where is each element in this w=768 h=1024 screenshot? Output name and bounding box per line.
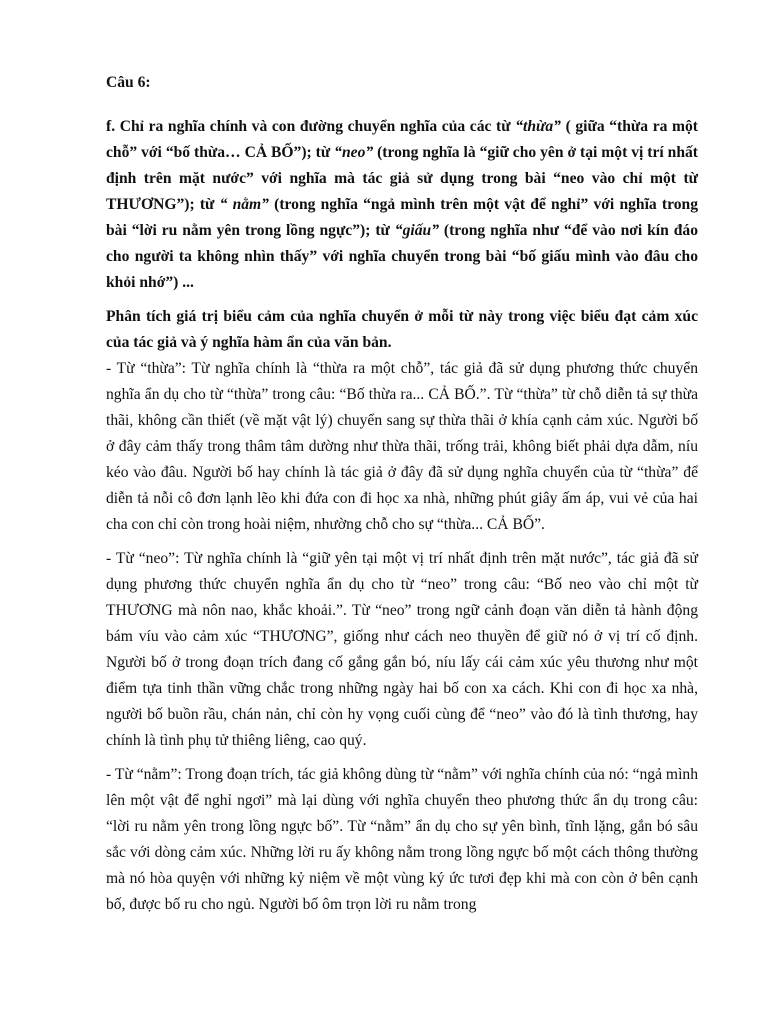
paragraph-neo: - Từ “neo”: Từ nghĩa chính là “giữ yên tại một vị trí nhất định trên mặt nước”, tác giả đã sử dụng phương thức chuyển nghĩa ẩn dụ cho từ “neo” trong câu: “Bố neo vào chỉ một từ THƯƠNG mà nôn nao, khắc khoải.”. Từ “neo” trong ngữ cảnh đoạn văn diễn tả hành động bám víu vào cảm xúc “THƯƠNG”, giống như cách neo thuyền để giữ nó ở vị trí cố định. Người bố ở trong đoạn trích đang cố gắng gắn bó, níu lấy cái cảm xúc yêu thương như một điểm tựa tinh thần vững chắc trong những ngày hai bố con xa cách. Khi con đi học xa nhà, người bố buồn rầu, chán nản, chỉ còn hy vọng cuối cùng để “neo” vào đó là tình thương, hay chính là tình phụ tử thiêng liêng, cao quý. [106, 550, 698, 749]
intro-text: (trong nghĩa là “giữ cho yên ở tại một vị trí nhất định trên mặt nước” với nghĩa mà tác giả sử dụng trong bài “neo vào chỉ một từ THƯƠNG”); từ [106, 144, 698, 213]
question-intro [106, 114, 698, 296]
keyword-thua: “thừa” [515, 118, 561, 135]
document-body [106, 70, 698, 918]
intro-text: (trong nghĩa “ngả mình trên một vật để nghỉ” với nghĩa trong bài “lời ru nằm yên trong lồng ngực”); từ [106, 196, 699, 239]
keyword-nam: “ nằm” [219, 196, 269, 213]
analysis-heading: Phân tích giá trị biểu cảm của nghĩa chuyển ở mỗi từ này trong việc biểu đạt cảm xúc của tác giả và ý nghĩa hàm ẩn của văn bản. [106, 308, 698, 351]
paragraph-thua: - Từ “thừa”: Từ nghĩa chính là “thừa ra một chỗ”, tác giả đã sử dụng phương thức chuyển nghĩa ẩn dụ cho từ “thừa” trong câu: “Bố thừa ra... CẢ BỐ.”. Từ “thừa” từ chỗ diễn tả sự thừa thãi, không cần thiết (về mặt vật lý) chuyển sang sự thừa thãi ở khía cạnh cảm xúc. Người bố ở đây cảm thấy trong thâm tâm dường như thừa thãi, trống trải, không biết phải dựa dẫm, níu kéo vào đâu. Người bố hay chính là tác giả ở đây đã sử dụng nghĩa chuyển của từ “thừa” để diễn tả nỗi cô đơn lạnh lẽo khi đứa con đi học xa nhà, những phút giây ấm áp, vui vẻ của hai cha con chỉ còn trong hoài niệm, nhường chỗ cho sự “thừa... CẢ BỐ”. [106, 360, 698, 533]
question-heading: Câu 6: [106, 74, 151, 91]
paragraph-nam: - Từ “nằm”: Trong đoạn trích, tác giả không dùng từ “nằm” với nghĩa chính của nó: “ngả mình lên một vật để nghỉ ngơi” mà lại dùng với nghĩa chuyển theo phương thức ẩn dụ trong câu: “lời ru nằm yên trong lồng ngực bố”. Từ “nằm” ẩn dụ cho sự yên bình, tĩnh lặng, gắn bó sâu sắc với dòng cảm xúc. Những lời ru ấy không nằm trong lồng ngực bố một cách thông thường mà nó hòa quyện với những kỷ niệm về một vùng ký ức tươi đẹp khi mà con còn ở bên cạnh bố, được bố ru cho ngủ. Người bố ôm trọn lời ru nằm trong [106, 766, 698, 913]
intro-text: ( giữa “thừa ra một chỗ” với “bố thừa… CẢ BỐ”); từ [106, 118, 699, 161]
intro-text: f. Chỉ ra nghĩa chính và con đường chuyển nghĩa của các từ [106, 118, 516, 135]
intro-text: (trong nghĩa như “để vào nơi kín đáo cho người ta không nhìn thấy” với nghĩa chuyển trong bài “bố giấu mình vào đâu cho khỏi nhớ”) ... [106, 222, 698, 291]
keyword-giau: “giấu” [394, 222, 439, 239]
keyword-neo: “neo” [334, 144, 374, 161]
